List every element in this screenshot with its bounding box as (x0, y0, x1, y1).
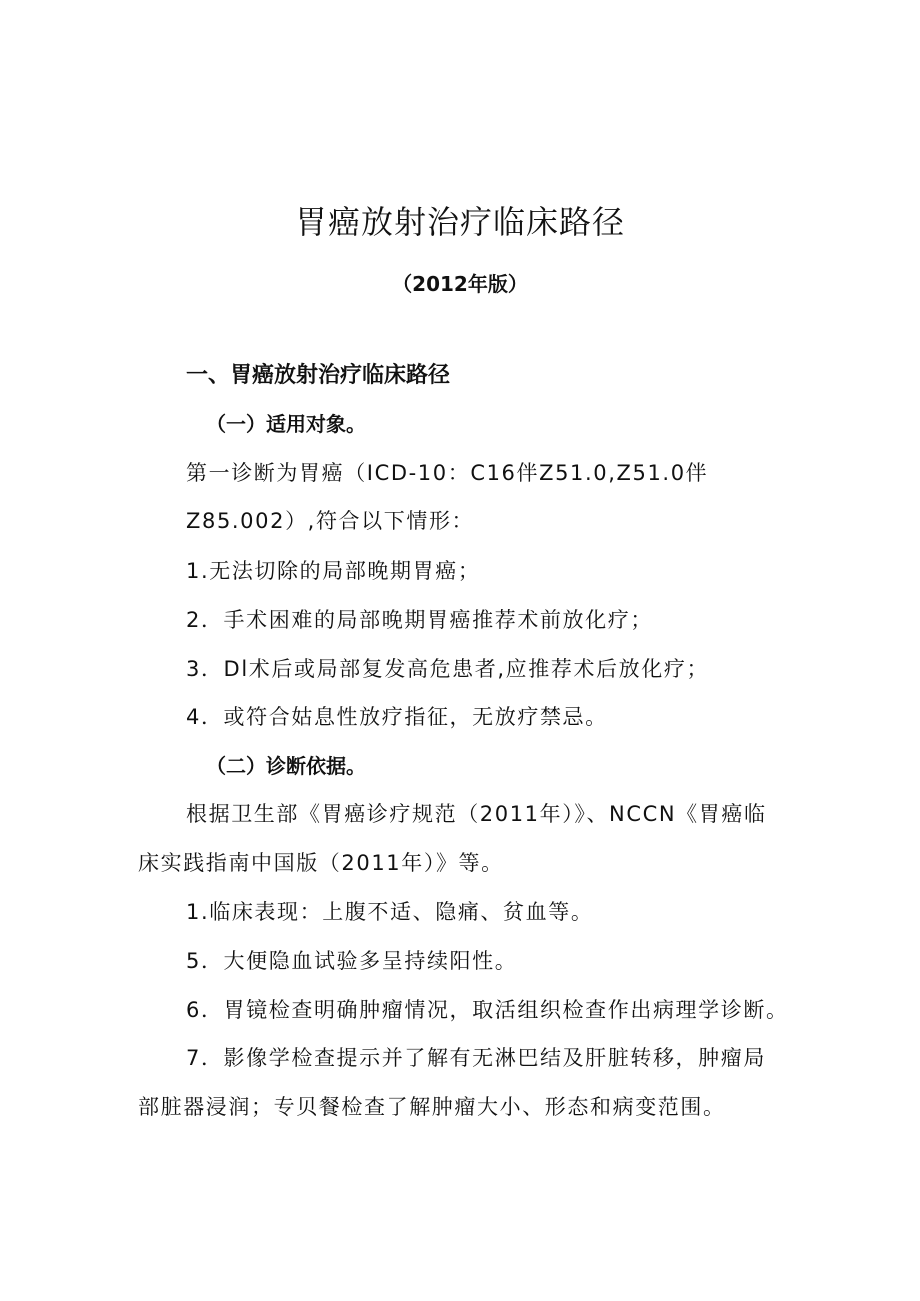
paragraph-line: 部脏器浸润；专贝餐检查了解肿瘤大小、形态和病变范围。 (138, 1095, 726, 1119)
section-heading: 一、胃癌放射治疗临床路径 (186, 363, 451, 388)
list-item: 6．胃镜检查明确肿瘤情况，取活组织检查作出病理学诊断。 (186, 998, 789, 1022)
subsection-heading-diagnosis: （二）诊断依据。 (206, 754, 366, 778)
paragraph-line: Z85.002）,符合以下情形： (186, 509, 475, 533)
list-item: 1.临床表现：上腹不适、隐痛、贫血等。 (186, 900, 594, 924)
list-item: 4．或符合姑息性放疗指征，无放疗禁忌。 (186, 705, 608, 729)
list-item: 1.无法切除的局部晚期胃癌； (186, 559, 481, 583)
paragraph-line: 床实践指南中国版（2011年）》等。 (138, 851, 504, 875)
document-subtitle: （2012年版） (392, 272, 528, 296)
list-item: 3．Dl术后或局部复发高危患者,应推荐术后放化疗； (186, 657, 710, 681)
list-item: 7．影像学检查提示并了解有无淋巴结及肝脏转移，肿瘤局 (186, 1046, 766, 1070)
document-title: 胃癌放射治疗临床路径 (294, 203, 625, 241)
list-item: 2．手术困难的局部晚期胃癌推荐术前放化疗； (186, 608, 653, 632)
paragraph-line: 根据卫生部《胃癌诊疗规范（2011年）》、NCCN《胃癌临 (186, 802, 767, 826)
list-item: 5．大便隐血试验多呈持续阳性。 (186, 949, 518, 973)
paragraph-line: 第一诊断为胃癌（ICD-10：C16伴Z51.0,Z51.0伴 (186, 461, 709, 485)
subsection-heading-applicable: （一）适用对象。 (206, 412, 366, 436)
